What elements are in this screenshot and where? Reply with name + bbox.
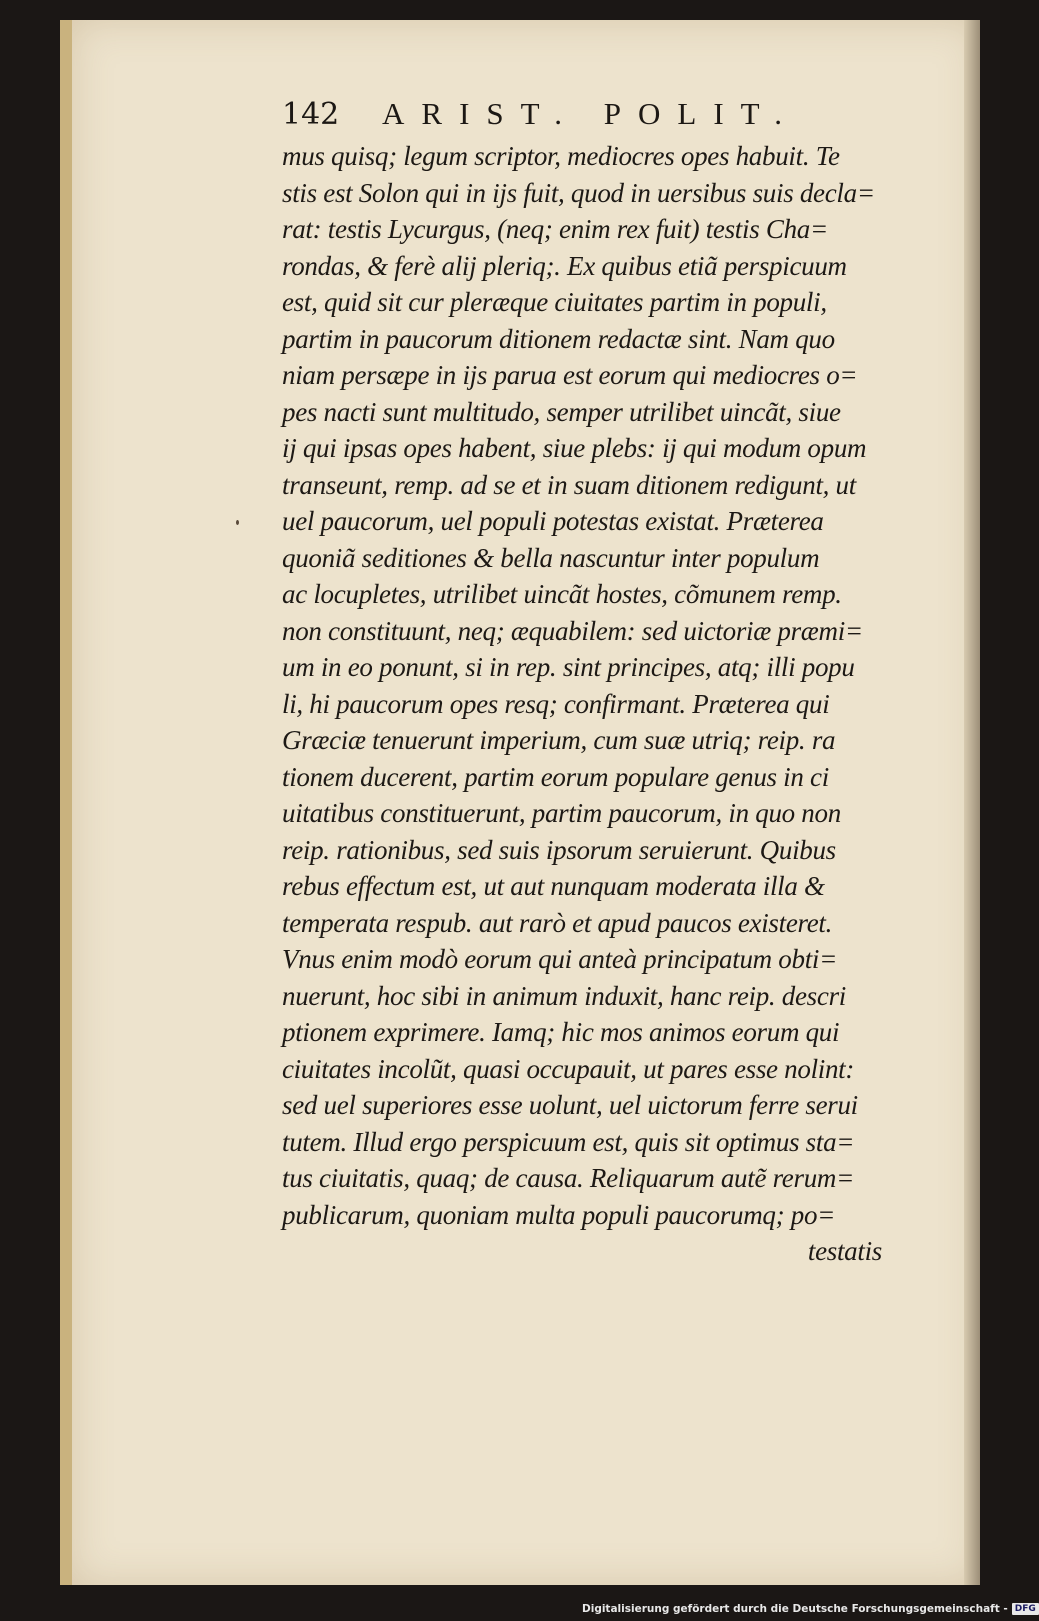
running-head: ARIST. POLIT. bbox=[382, 96, 800, 131]
credit-text: Digitalisierung gefördert durch die Deutsche Forschungsgemeinschaft - bbox=[582, 1603, 1008, 1615]
text-line: stis est Solon qui in ijs fuit, quod in uersibus suis decla= bbox=[282, 177, 875, 208]
text-line: ij qui ipsas opes habent, siue plebs: ij qui modum opum bbox=[282, 433, 867, 463]
text-line: ciuitates incolũt, quasi occupauit, ut pares esse nolint: bbox=[282, 1053, 855, 1084]
text-line: transeunt, remp. ad se et in suam ditionem redigunt, ut bbox=[282, 469, 856, 500]
text-line: uel paucorum, uel populi potestas existat. Præterea bbox=[282, 506, 824, 536]
text-line: est, quid sit cur pleræque ciuitates partim in populi, bbox=[282, 287, 827, 317]
text-line: ac locupletes, utrilibet uincãt hostes, cõmunem remp. bbox=[282, 579, 842, 609]
text-line: nuerunt, hoc sibi in animum induxit, hanc reip. descri bbox=[282, 980, 846, 1011]
text-line: li, hi paucorum opes resq; confirmant. Præterea qui bbox=[282, 688, 830, 719]
text-line: tus ciuitatis, quaq; de causa. Reliquarum autẽ rerum= bbox=[282, 1163, 855, 1193]
text-line: temperata respub. aut rarò et apud paucos existeret. bbox=[282, 907, 833, 938]
text-line: um in eo ponunt, si in rep. sint principes, atq; illi popu bbox=[282, 652, 855, 682]
text-line: uitatibus constituerunt, partim paucorum, in quo non bbox=[282, 798, 841, 828]
text-line: niam persæpe in ijs parua est eorum qui mediocres o= bbox=[282, 360, 858, 390]
text-line: Vnus enim modò eorum qui anteà principatum obti= bbox=[282, 944, 838, 974]
text-line: reip. rationibus, sed suis ipsorum seruierunt. Quibus bbox=[282, 834, 836, 865]
text-line: rondas, & ferè alij pleriq;. Ex quibus etiã perspicuum bbox=[282, 250, 847, 281]
text-line: sed uel superiores esse uolunt, uel uictorum ferre serui bbox=[282, 1090, 858, 1120]
ink-spot bbox=[236, 520, 239, 525]
text-line: Græciæ tenuerunt imperium, cum suæ utriq; reip. ra bbox=[282, 725, 836, 755]
page-header bbox=[282, 96, 842, 136]
body-text bbox=[282, 138, 882, 1270]
catchword: testatis bbox=[807, 1236, 882, 1266]
text-line: ptionem exprimere. Iamq; hic mos animos eorum qui bbox=[282, 1017, 840, 1047]
page-number: 142 bbox=[282, 97, 340, 132]
text-line: pes nacti sunt multitudo, semper utrilibet uincãt, siue bbox=[282, 396, 841, 427]
text-line: tionem ducerent, partim eorum populare genus in ci bbox=[282, 761, 829, 792]
page-edge bbox=[964, 20, 980, 1585]
digitization-credit bbox=[582, 1600, 1039, 1618]
text-line: rat: testis Lycurgus, (neq; enim rex fuit) testis Cha= bbox=[282, 214, 828, 244]
text-line: quoniã seditiones & bella nascuntur inter populum bbox=[282, 542, 820, 573]
text-line: mus quisq; legum scriptor, mediocres opes habuit. Te bbox=[282, 141, 840, 171]
dfg-logo: DFG bbox=[1012, 1603, 1039, 1615]
text-line: partim in paucorum ditionem redactæ sint. Nam quo bbox=[282, 323, 835, 354]
text-line: tutem. Illud ergo perspicuum est, quis sit optimus sta= bbox=[282, 1126, 855, 1157]
text-line: rebus effectum est, ut aut nunquam moderata illa & bbox=[282, 871, 825, 901]
text-line: publicarum, quoniam multa populi paucorumq; po= bbox=[282, 1199, 836, 1230]
text-line: non constituunt, neq; æquabilem: sed uictoriæ præmi= bbox=[282, 615, 863, 646]
